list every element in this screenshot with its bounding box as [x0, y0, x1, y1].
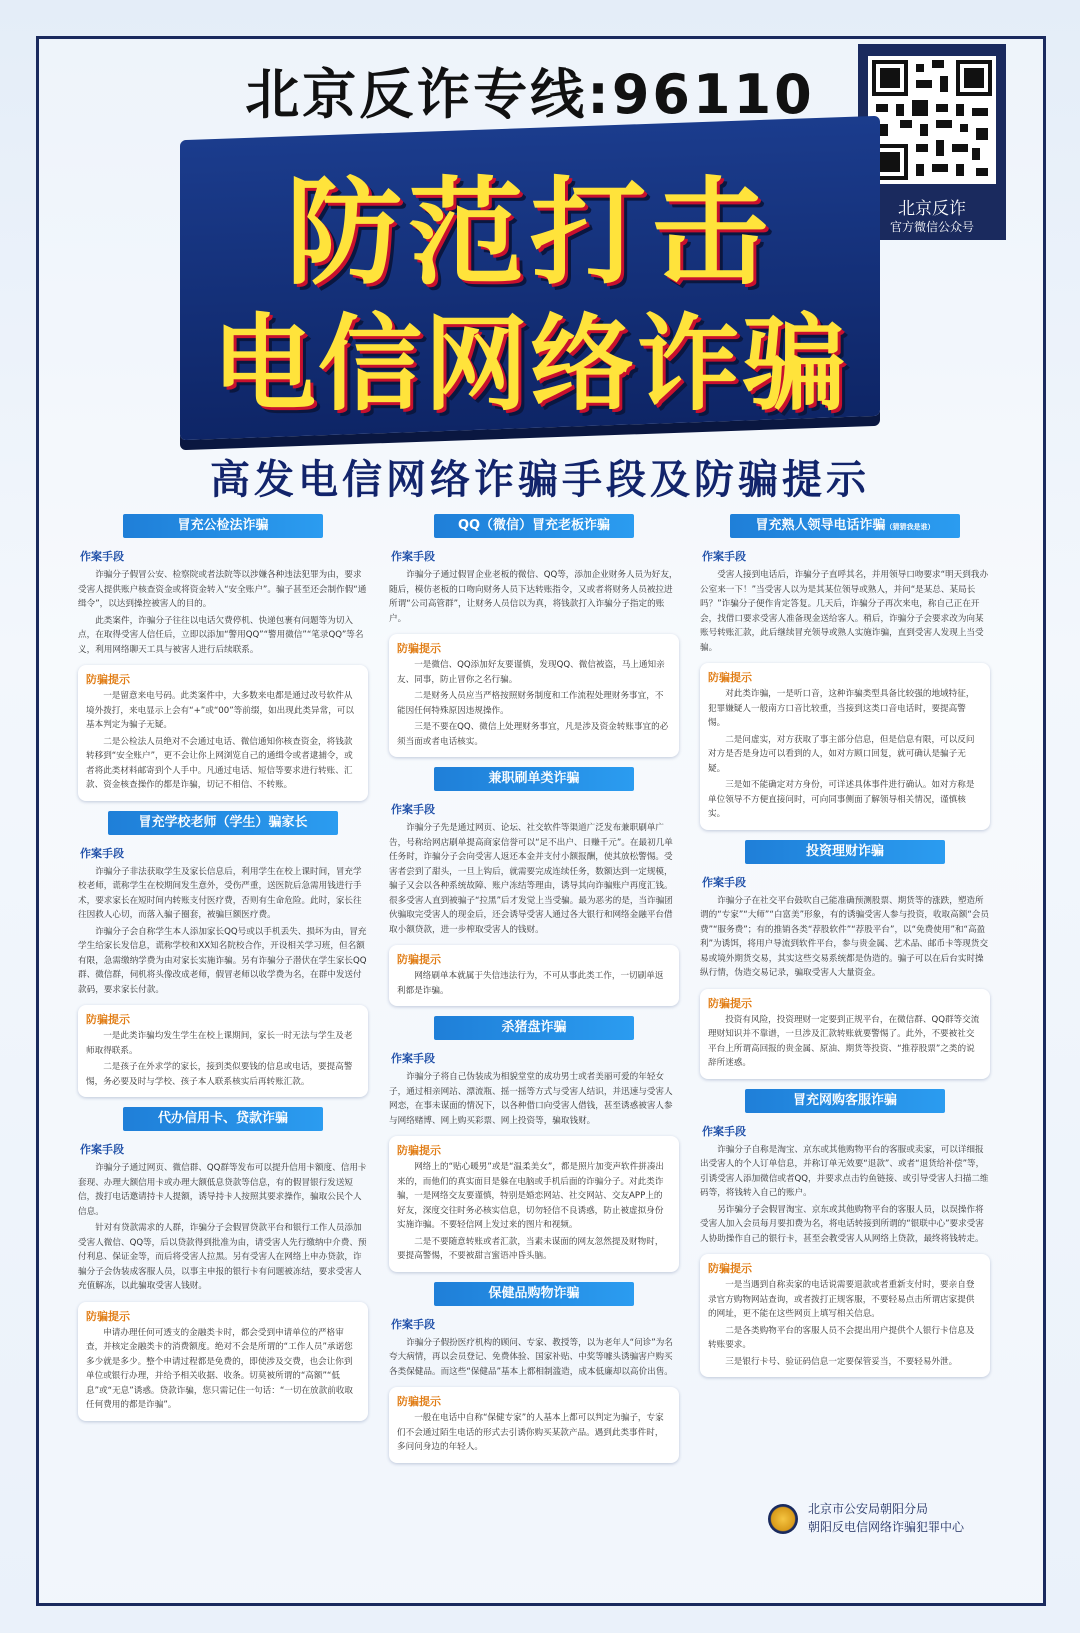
- tip-paragraph: 一是此类诈骗均发生学生在校上课期间，家长一时无法与学生及老师取得联系。: [86, 1031, 353, 1056]
- qr-title: 北京反诈: [898, 199, 966, 219]
- section-title-s6: 杀猪盘诈骗: [434, 1016, 634, 1040]
- tip-heading: 防骗提示: [708, 671, 752, 684]
- tip-heading: 防骗提示: [86, 1013, 130, 1026]
- method-heading: 作案手段: [80, 550, 124, 563]
- tip-box: [78, 1302, 368, 1421]
- tip-heading: 防骗提示: [397, 642, 441, 655]
- tip-box: [389, 634, 679, 757]
- section-title-s3: 代办信用卡、贷款诈骗: [123, 1107, 323, 1131]
- tip-heading: 防骗提示: [708, 996, 752, 1010]
- method-heading: 作案手段: [80, 1143, 124, 1156]
- tip-paragraph: 三是不要在QQ、微信上处理财务事宜，凡是涉及资金转账事宜的必须当面或者电话核实。: [397, 722, 669, 747]
- method-paragraph: 诈骗分子会自称学生本人添加家长QQ号或以手机丢失、损坏为由，冒充学生给家长发信息，谎称学校和XX知名院校合作，开设相关学习班，但名额有限，急需缴纳学费为由对家长实施诈骗。另有诈骗分子潜伏在学生家长QQ群、微信群，伺机将头像改成老师，假冒老师以收学费为名，在群中发送付款码，要求家长付款。: [78, 926, 367, 995]
- section-title-s4: QQ（微信）冒充老板诈骗: [434, 514, 634, 538]
- subtitle: 高发电信网络诈骗手段及防骗提示: [210, 457, 870, 503]
- tip-heading: 防骗提示: [397, 1144, 441, 1157]
- tip-box: [389, 1387, 679, 1463]
- qr-subtitle: 官方微信公众号: [889, 220, 974, 234]
- tip-paragraph: 三是银行卡号、验证码信息一定要保管妥当，不要轻易外泄。: [725, 1356, 958, 1367]
- column-right: [700, 514, 990, 1387]
- tip-box: [78, 665, 368, 801]
- footer-org: 北京市公安局朝阳分局: [808, 1502, 929, 1516]
- police-badge-icon: [768, 1504, 798, 1534]
- section-title-s7: 保健品购物诈骗: [434, 1282, 634, 1306]
- tip-paragraph: 网络刷单本就属于失信违法行为，不可从事此类工作，一切刷单返利都是诈骗。: [397, 971, 664, 996]
- qr-code-icon: [868, 56, 996, 184]
- tip-paragraph: 二是孩子在外求学的家长，接到类似要钱的信息或电话，要提高警惕，务必要及时与学校、孩子本人联系核实后再转账汇款。: [86, 1062, 353, 1087]
- method-paragraph: 另诈骗分子会假冒淘宝、京东或其他购物平台的客服人员，以误操作将受害人加入会员每月要扣费为名，将电话转接到所谓的“银联中心”要求受害人协助操作自己的银行卡，甚至会教受害人从网络上贷款，最终将钱转走。: [700, 1204, 984, 1244]
- method-paragraph: 诈骗分子通过假冒企业老板的微信、QQ等，添加企业财务人员为好友，随后，模仿老板的口吻向财务人员下达转账指令，又或者将财务人员被拉进所谓“公司高管群”，让财务人员信以为真，将钱款打入诈骗分子指定的账户。: [389, 570, 678, 624]
- tip-paragraph: 一般在电话中自称“保健专家”的人基本上都可以判定为骗子，专家们不会通过陌生电话的形式去引诱你购买某款产品。遇到此类事件时，多问问身边的年轻人。: [397, 1413, 664, 1452]
- method-paragraph: 诈骗分子将自己伪装成为相貌堂堂的成功男士或者美丽可爱的年轻女子，通过相亲网站、漂流瓶、摇一摇等方式与受害人结识，并迅速与受害人网恋，在事未谋面的情况下，以各种借口向受害人借钱，甚至诱惑被害人参与网络赌博、网上购买彩票、网上投资等，骗取钱财。: [389, 1072, 673, 1126]
- tip-box: [78, 1005, 368, 1097]
- column-left: [78, 514, 368, 1431]
- tip-paragraph: 一是留意来电号码。此类案件中，大多数来电都是通过改号软件从境外拨打，来电显示上会有“+”或“00”等前缀，如出现此类异常，可以基本判定为骗子无疑。: [86, 691, 354, 730]
- section-title-s1: 冒充公检法诈骗: [123, 514, 323, 538]
- method-heading: 作案手段: [702, 1124, 746, 1138]
- tip-paragraph: 投资有风险，投资理财一定要到正规平台，在微信群、QQ群等交流理财知识并不靠谱，一旦涉及汇款转账就要警惕了。此外，不要被社交平台上所谓高回报的贵金属、原油、期货等投资、“推荐股票”之类的说辞所迷惑。: [708, 1014, 980, 1068]
- tip-paragraph: 二是公检法人员绝对不会通过电话、微信通知你核查资金，将钱款转移到“安全账户”，更不会让你上网浏览自己的通缉令或者逮捕令，或者将此类材料邮寄到个人手中。凡通过电话、短信等要求进行转账、汇款、资金核查操作的都是诈骗，切记不相信、不转账。: [86, 736, 353, 790]
- tip-paragraph: 一是当遇到自称卖家的电话说需要退款或者重新支付时，要亲自登录官方购物网站查询，或者拨打正规客服，不要轻易点击所谓店家提供的网址，更不能在这些网页上填写相关信息。: [708, 1280, 975, 1319]
- main-title-line-1: 防范打击: [286, 166, 774, 301]
- method-paragraph: 诈骗分子先是通过网页、论坛、社交软件等渠道广泛发布兼职刷单广告，号称给网店刷单提高商家信誉可以“足不出户、日赚千元”。在最初几单任务时，诈骗分子会向受害人返还本金并支付小额报酬，使其放松警惕。受害者尝到了甜头，一旦上钩后，就需要完成连续任务，数额达到一定规模，骗子又会以各种系统故障、账户冻结等理由，诱导其向诈骗账户再度汇钱。很多受害人直到被骗子“拉黑”后才发觉上当受骗。最为恶劣的是，当诈骗团伙骗取完受害人的现金后，还会诱导受害人通过各大银行和网络金融平台借取小额贷款，进一步榨取受害人的钱财。: [389, 823, 673, 935]
- method-heading: 作案手段: [391, 803, 435, 816]
- method-heading: 作案手段: [702, 875, 746, 889]
- method-heading: 作案手段: [702, 550, 746, 563]
- tip-paragraph: 申请办理任何可透支的金融类卡时，都会受到申请单位的严格审查，并核定金融类卡的消费额度。绝对不会是所谓的“工作人员”承诺您多少就是多少。整个申请过程都是免费的，即使涉及交费，也会让你到单位或银行办理，并给予相关收据、收条。切莫被所谓的“高额”“低息”或“无息”诱惑。贷款诈骗，您只需记住一句话：“一切在放款前收取任何费用的都是诈骗”。: [86, 1327, 354, 1410]
- method-paragraph: 诈骗分子在社交平台鼓吹自己能准确预测股票、期货等的涨跌，塑造所谓的“专家”“大师”“白富美”形象，有的诱骗受害人参与投资，收取高额“会员费”“服务费”；有的推销各类“荐股软件”“荐股平台”，以“免费使用”和“高盈利”为诱饵，将用户导流到软件平台，参与贵金属、艺术品、邮币卡等现货交易或境外期货交易，其实这些交易系统都是伪造的。骗子可以在后台实时操纵行情，伪造交易记录，骗取受害人大量资金。: [700, 895, 989, 978]
- section-title-s10: 冒充网购客服诈骗: [745, 1089, 945, 1113]
- tip-paragraph: 对此类诈骗，一是听口音，这种诈骗类型具备比较强的地域特征，犯罪嫌疑人一般南方口音比较重，当接到这类口音电话时，要提高警惕。: [708, 689, 975, 728]
- tip-heading: 防骗提示: [397, 1395, 441, 1408]
- hotline-text: 北京反诈专线:96110: [245, 63, 815, 126]
- method-heading: 作案手段: [391, 1052, 435, 1065]
- method-paragraph: 诈骗分子自称是淘宝、京东或其他购物平台的客服或卖家，可以详细报出受害人的个人订单信息，并称订单无效要“退款”、或者“退货给补偿”等，引诱受害人添加微信或者QQ，并要求点击钓鱼链接、或引导受害人扫描二维码等，将钱转入自己的账户。: [700, 1144, 989, 1198]
- method-paragraph: 诈骗分子假冒公安、检察院或者法院等以涉嫌各种违法犯罪为由，要求受害人提供账户核查资金或将资金转入“安全账户”。骗子甚至还会制作假“通缉令”，以达到操控被害人的目的。: [78, 570, 367, 609]
- tip-paragraph: 三是如不能确定对方身份，可详述具体事件进行确认。如对方称是单位领导不方便直接问时，可向同事侧面了解领导相关情况，谨慎核实。: [708, 780, 975, 819]
- tip-paragraph: 二是各类购物平台的客服人员不会提出用户提供个人银行卡信息及转账要求。: [708, 1325, 975, 1350]
- method-paragraph: 诈骗分子假扮医疗机构的顾问、专家、教授等，以为老年人“问诊”为名夸大病情，再以会员登记、免费体验、国家补贴、中奖等噱头诱骗害户购买各类保健品。而这些“保健品”基本上都相制滥造，成本低廉却以高价出售。: [389, 1337, 673, 1377]
- tip-box: [700, 1254, 990, 1377]
- method-paragraph: 此类案件，诈骗分子往往以电话欠费停机、快递包裹有问题等为切入点，在取得受害人信任后，立即以添加“警用QQ”“警用微信”“笔录QQ”等名义，利用网络聊天工具与被害人进行后续联系。: [78, 615, 364, 655]
- section-title-s2: 冒充学校老师（学生）骗家长: [108, 811, 338, 835]
- tip-box: [389, 1136, 679, 1272]
- method-heading: 作案手段: [80, 846, 124, 860]
- tip-heading: 防骗提示: [86, 1309, 130, 1323]
- section-title-s5: 兼职刷单类诈骗: [434, 767, 634, 791]
- method-paragraph: 诈骗分子非法获取学生及家长信息后，利用学生在校上课时间，冒充学校老师，谎称学生在校期间发生意外，受伤严重，送医院后急需用钱进行手术，要求家长在短时间内转账支付医疗费，否则有生命危险。此时，家长往往因救人心切，而落入骗子圈套，被骗巨额医疗费。: [78, 866, 362, 920]
- method-paragraph: 针对有贷款需求的人群，诈骗分子会假冒贷款平台和银行工作人员添加受害人微信、QQ等，后以贷款得到批准为由，请受害人先行缴纳中介费、预付利息、保证金等，而后将受害人拉黑。另有受害人在网络上申办贷款，诈骗分子会伪装成客服人员，以事主申报的银行卡有问题被冻结，要求受害人充值解冻，以此骗取受害人钱财。: [78, 1223, 367, 1291]
- tip-box: [700, 663, 990, 830]
- method-paragraph: 诈骗分子通过网页、微信群、QQ群等发布可以提升信用卡额度、信用卡套现、办理大额信用卡或办理大额低息贷款等信息，有的假冒银行发送短信，拨打电话邀请持卡人提额，诱导持卡人按照其要求操作，骗取公民个人信息。: [78, 1163, 367, 1217]
- method-paragraph: 受害人接到电话后，诈骗分子直呼其名，并用领导口吻要求“明天到我办公室来一下！”当受害人以为是其某位领导或熟人，并问“是某总、某局长吗？”诈骗分子便作肯定答复。几天后，诈骗分子再次来电，称自己正在开会，找借口要求受害人准备现金送给客人。稍后，诈骗分子会要求改为向某账号转账汇款，此后继续冒充领导或熟人实施诈骗，直到受害人发现上当受骗。: [700, 570, 989, 653]
- footer-center: 朝阳反电信网络诈骗犯罪中心: [808, 1520, 965, 1534]
- section-title-s9: 投资理财诈骗: [745, 840, 945, 864]
- tip-paragraph: 二是财务人员应当严格按照财务制度和工作流程处理财务事宜，不能因任何特殊原因违规操作。: [397, 691, 664, 716]
- tip-paragraph: 一是微信、QQ添加好友要谨慎，发现QQ、微信被盗，马上通知亲友、同事，防止冒你之名行骗。: [397, 660, 665, 685]
- tip-heading: 防骗提示: [86, 673, 130, 686]
- section-title-s8: [730, 514, 960, 538]
- main-title-line-2: 电信网络诈骗: [211, 303, 848, 425]
- column-middle: [389, 514, 679, 1473]
- section-title-tag: （猜猜我是谁）: [885, 523, 935, 531]
- method-heading: 作案手段: [391, 1317, 435, 1331]
- tip-heading: 防骗提示: [708, 1262, 752, 1275]
- tip-box: [389, 945, 679, 1006]
- tip-heading: 防骗提示: [397, 953, 441, 966]
- tip-paragraph: 二是问虚实，对方获取了事主部分信息，但是信息有限，可以反问对方是否是身边可以看到的人，如对方顾口回复，就可确认是骗子无疑。: [708, 734, 975, 774]
- tip-paragraph: 二是不要随意转账或者汇款，当素未谋面的网友忽然提及财物时，要提高警惕，不要被甜言蜜语冲昏头脑。: [397, 1236, 664, 1261]
- tip-paragraph: 网络上的“贴心暖男”或是“温柔美女”，都是照片加变声软件拼凑出来的，而他们的真实面目是躲在电脑或手机后面的诈骗分子。对此类诈骗，一是网络交友要谨慎，特别是婚恋网站、社交网站、交友APP上的好友，深度交往时务必核实信息，切勿轻信不良诱惑，防止被虚拟身份实施诈骗。不要轻信网上发过来的图片和视频。: [397, 1162, 665, 1230]
- method-heading: 作案手段: [391, 550, 435, 563]
- section-title-text: 冒充熟人领导电话诈骗: [755, 518, 886, 533]
- tip-box: [700, 989, 990, 1079]
- qr-panel: [858, 44, 1006, 240]
